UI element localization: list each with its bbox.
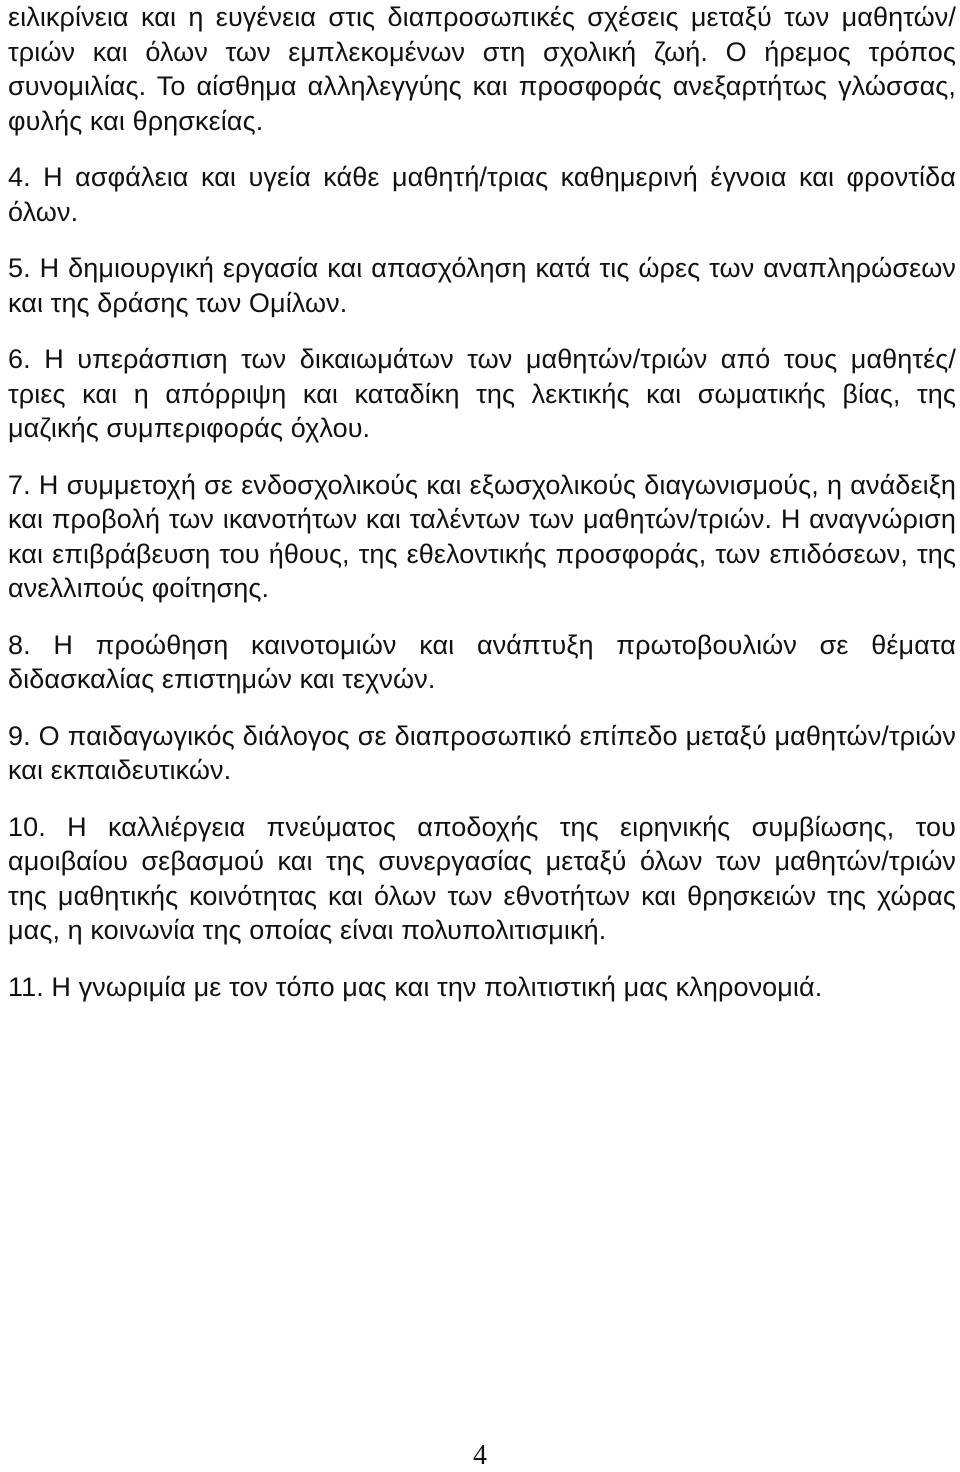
list-item-7: 7. Η συμμετοχή σε ενδοσχολικούς και εξωσχολικούς διαγωνισμούς, η ανάδειξη και προβολή των ικανοτήτων και ταλέντων των μαθητών/τριών. Η αναγνώριση και επιβράβευση του ήθους, της εθελοντικής προσφοράς, των επιδόσεων, της ανελλιπούς φοίτησης. [8, 469, 956, 603]
list-item-11: 11. Η γνωριμία με τον τόπο μας και την πολιτιστική μας κληρονομιά. [8, 971, 823, 1002]
list-item-9: 9. Ο παιδαγωγικός διάλογος σε διαπροσωπικό επίπεδο μεταξύ μαθητών/τριών και εκπαιδευτικών. [8, 720, 956, 785]
list-item-8: 8. Η προώθηση καινοτομιών και ανάπτυξη πρωτοβουλιών σε θέματα διδασκαλίας επιστημών και τεχνών. [8, 629, 956, 694]
list-item-4: 4. Η ασφάλεια και υγεία κάθε μαθητή/τριας καθημερινή έγνοια και φροντίδα όλων. [8, 162, 956, 227]
document-page [8, 0, 956, 1026]
list-item-5: 5. Η δημιουργική εργασία και απασχόληση κατά τις ώρες των αναπληρώσεων και της δράσης των Ομίλων. [8, 253, 956, 318]
list-item-10: 10. Η καλλιέργεια πνεύματος αποδοχής της ειρηνικής συμβίωσης, του αμοιβαίου σεβασμού και της συνεργασίας μεταξύ όλων των μαθητών/τριών της μαθητικής κοινότητας και όλων των εθνοτήτων και θρησκειών της χώρας μας, η κοινωνία της οποίας είναι πολυπολιτισμική. [8, 811, 956, 945]
page-number: 4 [473, 1440, 487, 1471]
list-item-6: 6. Η υπεράσπιση των δικαιωμάτων των μαθητών/τριών από τους μαθητές/τριες και η απόρριψη και καταδίκη της λεκτικής και σωματικής βίας, της μαζικής συμπεριφοράς όχλου. [8, 344, 956, 443]
paragraph-continuation: ειλικρίνεια και η ευγένεια στις διαπροσωπικές σχέσεις μεταξύ των μαθητών/τριών και όλων των εμπλεκομένων στη σχολική ζωή. Ο ήρεμος τρόπος συνομιλίας. Το αίσθημα αλληλεγγύης και προσφοράς ανεξαρτήτως γλώσσας, φυλής και θρησκείας. [8, 2, 956, 136]
